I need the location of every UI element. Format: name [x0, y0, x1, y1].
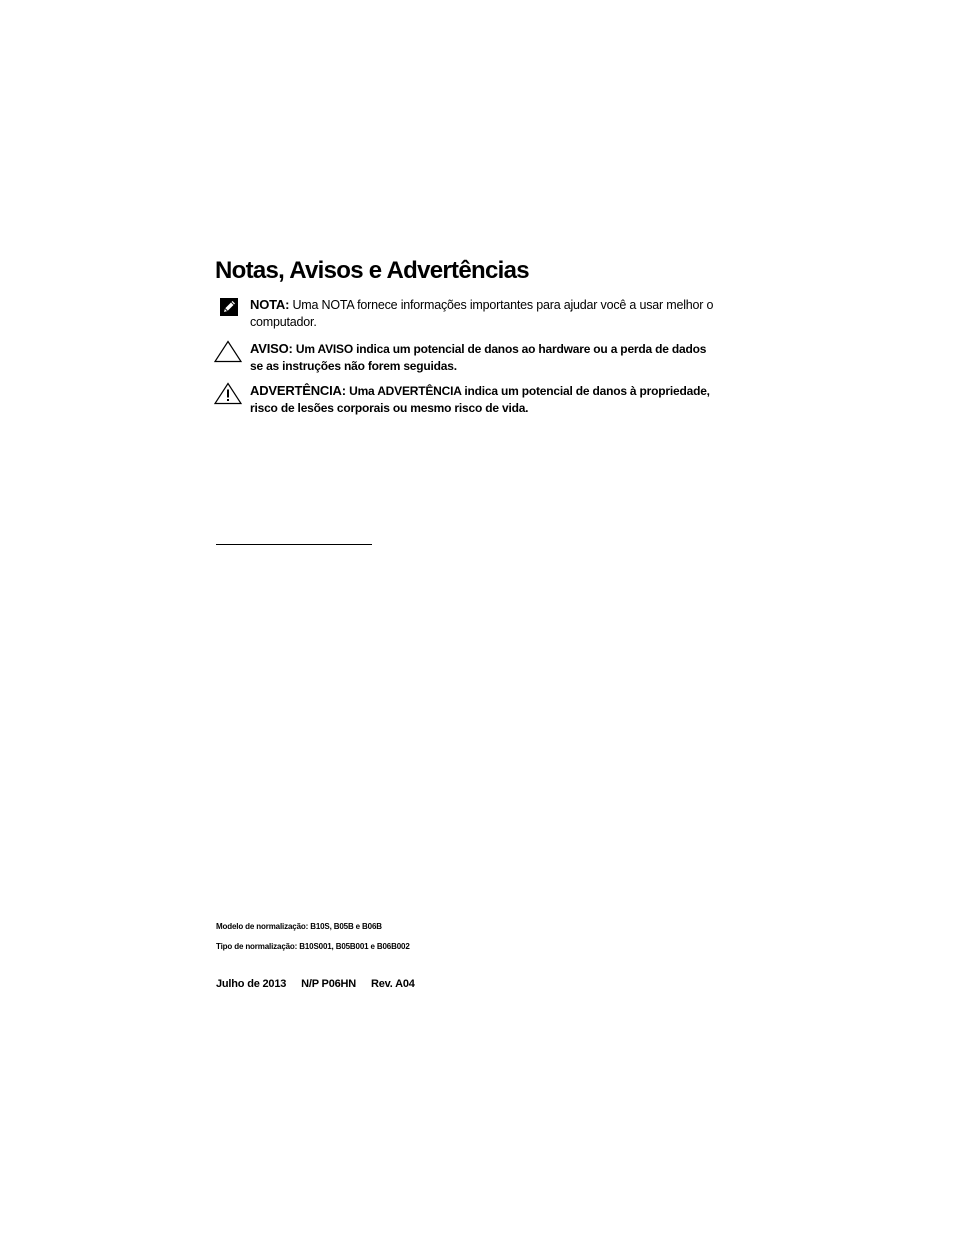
- warning-text: [250, 382, 722, 417]
- footer-date: Julho de 2013: [216, 978, 287, 990]
- footer-line: [216, 978, 415, 990]
- note-pencil-icon: [212, 296, 244, 320]
- note-text: [250, 296, 722, 331]
- warning-exclamation-icon: [212, 382, 244, 406]
- caution-text: [250, 340, 722, 375]
- page-title: Notas, Avisos e Advertências: [215, 257, 529, 284]
- regulatory-type: Tipo de normalização: B10S001, B05B001 e B06B002: [216, 942, 410, 951]
- divider-rule: [216, 544, 372, 545]
- caution-body: Um AVISO indica um potencial de danos ao hardware ou a perda de dados se as instruções não forem seguidas.: [250, 342, 707, 373]
- footer-revision: Rev. A04: [371, 978, 415, 990]
- warning-notice: [212, 382, 722, 417]
- footer-part-number: N/P P06HN: [301, 978, 357, 990]
- regulatory-model: Modelo de normalização: B10S, B05B e B06B: [216, 922, 382, 931]
- caution-notice: [212, 340, 722, 375]
- warning-body: Uma ADVERTÊNCIA indica um potencial de danos à propriedade, risco de lesões corporais ou mesmo risco de vida.: [250, 384, 710, 415]
- caution-triangle-icon: [212, 340, 244, 364]
- note-label: NOTA:: [250, 297, 290, 312]
- caution-label: AVISO:: [250, 341, 293, 356]
- note-notice: [212, 296, 722, 331]
- note-body: Uma NOTA fornece informações importantes para ajudar você a usar melhor o computador.: [250, 298, 714, 329]
- warning-label: ADVERTÊNCIA:: [250, 383, 346, 398]
